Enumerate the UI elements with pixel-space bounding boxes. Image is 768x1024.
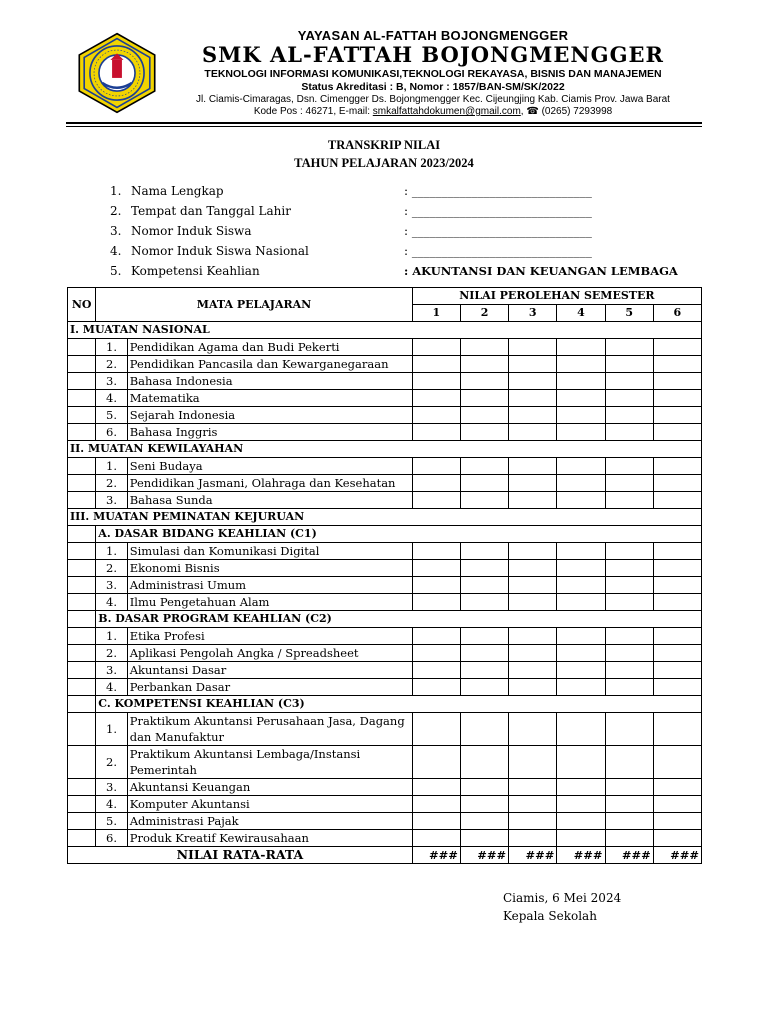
- grade-cell[interactable]: [412, 628, 460, 645]
- average-label: NILAI RATA-RATA: [68, 847, 413, 864]
- grade-cell[interactable]: [557, 796, 605, 813]
- section-muatan-nasional-row: [68, 322, 702, 339]
- empty-no-cell: [68, 356, 96, 373]
- empty-no-cell: [68, 560, 96, 577]
- subject-row: [68, 475, 702, 492]
- empty-no-cell: [68, 796, 96, 813]
- grade-cell[interactable]: [605, 458, 653, 475]
- grade-cell[interactable]: [460, 390, 508, 407]
- subject-name: Seni Budaya: [127, 458, 412, 475]
- grade-cell[interactable]: [653, 458, 701, 475]
- grade-cell[interactable]: [509, 713, 557, 746]
- subject-number: 4.: [96, 390, 127, 407]
- grade-cell[interactable]: [412, 407, 460, 424]
- grade-cell[interactable]: [509, 543, 557, 560]
- grade-cell[interactable]: [557, 645, 605, 662]
- grade-cell[interactable]: [557, 813, 605, 830]
- empty-no-cell: [68, 662, 96, 679]
- grade-cell[interactable]: [509, 407, 557, 424]
- postal-code: Kode Pos : 46271, E-mail:: [253, 106, 373, 117]
- grade-cell[interactable]: [653, 390, 701, 407]
- empty-no-cell: [68, 339, 96, 356]
- identity-number: 1.: [110, 184, 122, 198]
- subsection-dasar-program: B. DASAR PROGRAM KEAHLIAN (C2): [96, 611, 702, 628]
- grade-cell[interactable]: [460, 796, 508, 813]
- subject-row: [68, 796, 702, 813]
- subject-name: Perbankan Dasar: [127, 679, 412, 696]
- subsection-dasar-bidang: A. DASAR BIDANG KEAHLIAN (C1): [96, 526, 702, 543]
- identity-number: 2.: [110, 204, 122, 218]
- subsection-kompetensi: C. KOMPETENSI KEAHLIAN (C3): [96, 696, 702, 713]
- subject-name: Pendidikan Agama dan Budi Pekerti: [127, 339, 412, 356]
- grade-cell[interactable]: [653, 577, 701, 594]
- subject-row: [68, 424, 702, 441]
- subject-row: [68, 628, 702, 645]
- identity-value-field[interactable]: : ______________________________: [404, 244, 592, 258]
- grade-cell[interactable]: [460, 407, 508, 424]
- empty-no-cell: [68, 407, 96, 424]
- subject-row: [68, 458, 702, 475]
- grade-cell[interactable]: [605, 407, 653, 424]
- grade-cell[interactable]: [653, 662, 701, 679]
- grade-cell[interactable]: [412, 560, 460, 577]
- header-semesters: NILAI PEROLEHAN SEMESTER: [412, 288, 701, 305]
- school-contact: [164, 106, 702, 118]
- subject-number: 3.: [96, 373, 127, 390]
- grade-cell[interactable]: [460, 628, 508, 645]
- subject-name: Bahasa Inggris: [127, 424, 412, 441]
- grade-cell[interactable]: [460, 779, 508, 796]
- grade-cell[interactable]: [460, 746, 508, 779]
- header-subject: MATA PELAJARAN: [96, 288, 412, 322]
- grade-cell[interactable]: [412, 492, 460, 509]
- subject-number: 3.: [96, 577, 127, 594]
- grade-cell[interactable]: [605, 390, 653, 407]
- average-value: ###: [509, 847, 557, 864]
- subject-name: Aplikasi Pengolah Angka / Spreadsheet: [127, 645, 412, 662]
- grades-table: [67, 287, 702, 864]
- grade-cell[interactable]: [412, 458, 460, 475]
- grade-cell[interactable]: [557, 339, 605, 356]
- grade-cell[interactable]: [605, 628, 653, 645]
- subject-number: 3.: [96, 779, 127, 796]
- grade-cell[interactable]: [412, 594, 460, 611]
- subject-row: [68, 543, 702, 560]
- grade-cell[interactable]: [653, 594, 701, 611]
- identity-label: Kompetensi Keahlian: [131, 264, 260, 278]
- empty-no-cell: [68, 645, 96, 662]
- grade-cell[interactable]: [460, 594, 508, 611]
- grade-cell[interactable]: [605, 356, 653, 373]
- grade-cell[interactable]: [605, 830, 653, 847]
- grade-cell[interactable]: [605, 543, 653, 560]
- empty-no-cell: [68, 390, 96, 407]
- grade-cell[interactable]: [605, 813, 653, 830]
- subsection-kompetensi-row: [68, 696, 702, 713]
- empty-no-cell: [68, 813, 96, 830]
- document-title: [0, 136, 768, 172]
- grade-cell[interactable]: [605, 339, 653, 356]
- subject-number: 4.: [96, 594, 127, 611]
- title-line-2: TAHUN PELAJARAN 2023/2024: [294, 156, 474, 170]
- grade-cell[interactable]: [509, 356, 557, 373]
- grade-cell[interactable]: [653, 813, 701, 830]
- grade-cell[interactable]: [605, 746, 653, 779]
- section-muatan-peminatan-row: [68, 509, 702, 526]
- identity-value-field[interactable]: : ______________________________: [404, 224, 592, 238]
- empty-no-cell: [68, 543, 96, 560]
- grade-cell[interactable]: [460, 492, 508, 509]
- subject-number: 6.: [96, 424, 127, 441]
- grade-cell[interactable]: [557, 594, 605, 611]
- empty-no-cell: [68, 424, 96, 441]
- subject-row: [68, 594, 702, 611]
- grade-cell[interactable]: [509, 645, 557, 662]
- letterhead-divider-thick: [66, 122, 702, 124]
- grade-cell[interactable]: [509, 458, 557, 475]
- subject-name: Praktikum Akuntansi Lembaga/Instansi Pemerintah: [127, 746, 412, 779]
- subject-number: 4.: [96, 796, 127, 813]
- grade-cell[interactable]: [412, 577, 460, 594]
- average-value: ###: [605, 847, 653, 864]
- grade-cell[interactable]: [653, 628, 701, 645]
- grade-cell[interactable]: [653, 373, 701, 390]
- empty-no-cell: [68, 679, 96, 696]
- grade-cell[interactable]: [653, 713, 701, 746]
- identity-label: Nama Lengkap: [131, 184, 224, 198]
- empty-no-cell: [68, 458, 96, 475]
- grade-cell[interactable]: [412, 339, 460, 356]
- grade-cell[interactable]: [605, 662, 653, 679]
- section-muatan-kewilayahan-row: [68, 441, 702, 458]
- grade-cell[interactable]: [509, 560, 557, 577]
- school-programs: TEKNOLOGI INFORMASI KOMUNIKASI,TEKNOLOGI REKAYASA, BISNIS DAN MANAJEMEN: [204, 68, 662, 80]
- empty-no-cell: [68, 830, 96, 847]
- grade-cell[interactable]: [412, 356, 460, 373]
- empty-no-cell: [68, 696, 96, 713]
- identity-label: Tempat dan Tanggal Lahir: [131, 204, 291, 218]
- subject-number: 1.: [96, 458, 127, 475]
- grades-table-body: [68, 322, 702, 864]
- accreditation-status: Status Akreditasi : B, Nomor : 1857/BAN-SM/SK/2022: [301, 81, 565, 93]
- subject-number: 2.: [96, 475, 127, 492]
- identity-number: 3.: [110, 224, 122, 238]
- grade-cell[interactable]: [509, 475, 557, 492]
- grade-cell[interactable]: [412, 645, 460, 662]
- grade-cell[interactable]: [460, 560, 508, 577]
- grade-cell[interactable]: [412, 373, 460, 390]
- subject-name: Komputer Akuntansi: [127, 796, 412, 813]
- subject-name: Ekonomi Bisnis: [127, 560, 412, 577]
- identity-label: Nomor Induk Siswa Nasional: [131, 244, 309, 258]
- grade-cell[interactable]: [557, 577, 605, 594]
- grade-cell[interactable]: [557, 560, 605, 577]
- subject-row: [68, 577, 702, 594]
- subject-number: 3.: [96, 492, 127, 509]
- grade-cell[interactable]: [605, 713, 653, 746]
- grade-cell[interactable]: [557, 475, 605, 492]
- school-address: Jl. Ciamis-Cimaragas, Dsn. Cimengger Ds. Bojongmengger Kec. Cijeungjing Kab. Ciamis Prov. Jawa Barat: [196, 94, 670, 105]
- subsection-dasar-bidang-row: [68, 526, 702, 543]
- subject-row: [68, 662, 702, 679]
- grade-cell[interactable]: [605, 577, 653, 594]
- grade-cell[interactable]: [653, 424, 701, 441]
- subject-number: 2.: [96, 356, 127, 373]
- subject-row: [68, 407, 702, 424]
- grade-cell[interactable]: [509, 779, 557, 796]
- grade-cell[interactable]: [509, 746, 557, 779]
- identity-value-field[interactable]: : ______________________________: [404, 204, 592, 218]
- grade-cell[interactable]: [412, 662, 460, 679]
- subject-number: 1.: [96, 628, 127, 645]
- grade-cell[interactable]: [460, 679, 508, 696]
- grade-cell[interactable]: [509, 830, 557, 847]
- grade-cell[interactable]: [460, 577, 508, 594]
- school-name: SMK AL-FATTAH BOJONGMENGGER: [202, 42, 664, 67]
- grade-cell[interactable]: [605, 779, 653, 796]
- header-semester-1: 1: [412, 305, 460, 322]
- subject-name: Sejarah Indonesia: [127, 407, 412, 424]
- grade-cell[interactable]: [412, 679, 460, 696]
- grade-cell[interactable]: [412, 746, 460, 779]
- subject-name: Matematika: [127, 390, 412, 407]
- grade-cell[interactable]: [557, 679, 605, 696]
- grade-cell[interactable]: [460, 813, 508, 830]
- subject-name: Etika Profesi: [127, 628, 412, 645]
- grade-cell[interactable]: [460, 356, 508, 373]
- grade-cell[interactable]: [412, 475, 460, 492]
- grade-cell[interactable]: [653, 339, 701, 356]
- subject-name: Praktikum Akuntansi Perusahaan Jasa, Dagang dan Manufaktur: [127, 713, 412, 746]
- letterhead-divider-thin: [66, 126, 702, 127]
- grade-cell[interactable]: [557, 373, 605, 390]
- grade-cell[interactable]: [557, 424, 605, 441]
- grade-cell[interactable]: [509, 373, 557, 390]
- subject-name: Ilmu Pengetahuan Alam: [127, 594, 412, 611]
- grade-cell[interactable]: [412, 424, 460, 441]
- empty-no-cell: [68, 577, 96, 594]
- grade-cell[interactable]: [653, 560, 701, 577]
- grade-cell[interactable]: [605, 645, 653, 662]
- grade-cell[interactable]: [653, 779, 701, 796]
- subject-row: [68, 746, 702, 779]
- grade-cell[interactable]: [460, 713, 508, 746]
- subject-row: [68, 356, 702, 373]
- grade-cell[interactable]: [460, 662, 508, 679]
- average-value: ###: [460, 847, 508, 864]
- grade-cell[interactable]: [460, 645, 508, 662]
- grade-cell[interactable]: [557, 543, 605, 560]
- header-semester-3: 3: [509, 305, 557, 322]
- section-muatan-nasional: I. MUATAN NASIONAL: [68, 322, 702, 339]
- average-value: ###: [412, 847, 460, 864]
- header-semester-5: 5: [605, 305, 653, 322]
- grade-cell[interactable]: [653, 746, 701, 779]
- grade-cell[interactable]: [557, 458, 605, 475]
- subject-number: 5.: [96, 813, 127, 830]
- subject-row: [68, 390, 702, 407]
- grade-cell[interactable]: [509, 796, 557, 813]
- grade-cell[interactable]: [509, 594, 557, 611]
- grade-cell[interactable]: [653, 830, 701, 847]
- empty-no-cell: [68, 628, 96, 645]
- section-muatan-kewilayahan: II. MUATAN KEWILAYAHAN: [68, 441, 702, 458]
- section-muatan-peminatan: III. MUATAN PEMINATAN KEJURUAN: [68, 509, 702, 526]
- grade-cell[interactable]: [653, 543, 701, 560]
- grade-cell[interactable]: [509, 390, 557, 407]
- grade-cell[interactable]: [509, 813, 557, 830]
- grade-cell[interactable]: [605, 492, 653, 509]
- grade-cell[interactable]: [412, 543, 460, 560]
- signature-role: Kepala Sekolah: [503, 909, 597, 923]
- subject-number: 2.: [96, 746, 127, 779]
- subject-name: Pendidikan Jasmani, Olahraga dan Kesehatan: [127, 475, 412, 492]
- subject-number: 2.: [96, 560, 127, 577]
- grade-cell[interactable]: [509, 339, 557, 356]
- grade-cell[interactable]: [605, 475, 653, 492]
- subject-number: 4.: [96, 679, 127, 696]
- grade-cell[interactable]: [412, 390, 460, 407]
- grade-cell[interactable]: [460, 373, 508, 390]
- grade-cell[interactable]: [605, 796, 653, 813]
- subject-number: 1.: [96, 543, 127, 560]
- identity-value-field[interactable]: : ______________________________: [404, 184, 592, 198]
- grade-cell[interactable]: [412, 713, 460, 746]
- subject-name: Akuntansi Keuangan: [127, 779, 412, 796]
- grade-cell[interactable]: [557, 356, 605, 373]
- grade-cell[interactable]: [412, 813, 460, 830]
- grade-cell[interactable]: [412, 779, 460, 796]
- header-semester-6: 6: [653, 305, 701, 322]
- grade-cell[interactable]: [509, 492, 557, 509]
- subject-number: 1.: [96, 339, 127, 356]
- grade-cell[interactable]: [412, 830, 460, 847]
- empty-no-cell: [68, 475, 96, 492]
- identity-number: 4.: [110, 244, 122, 258]
- grade-cell[interactable]: [460, 458, 508, 475]
- subject-row: [68, 373, 702, 390]
- grade-cell[interactable]: [605, 424, 653, 441]
- grade-cell[interactable]: [653, 475, 701, 492]
- subject-row: [68, 813, 702, 830]
- identity-number: 5.: [110, 264, 122, 278]
- grade-cell[interactable]: [653, 356, 701, 373]
- grade-cell[interactable]: [460, 339, 508, 356]
- empty-no-cell: [68, 492, 96, 509]
- competency-value: : AKUNTANSI DAN KEUANGAN LEMBAGA: [404, 264, 678, 278]
- grade-cell[interactable]: [605, 373, 653, 390]
- grade-cell[interactable]: [653, 492, 701, 509]
- email-link[interactable]: smkalfattahdokumen@gmail.com: [372, 106, 521, 117]
- subject-name: Administrasi Umum: [127, 577, 412, 594]
- grade-cell[interactable]: [557, 830, 605, 847]
- empty-no-cell: [68, 746, 96, 779]
- subject-row: [68, 713, 702, 746]
- empty-no-cell: [68, 526, 96, 543]
- grade-cell[interactable]: [460, 475, 508, 492]
- phone-number: , ☎ (0265) 7293998: [520, 106, 613, 117]
- subject-number: 6.: [96, 830, 127, 847]
- grade-cell[interactable]: [509, 628, 557, 645]
- grade-cell[interactable]: [509, 424, 557, 441]
- average-value: ###: [557, 847, 605, 864]
- subject-name: Akuntansi Dasar: [127, 662, 412, 679]
- grade-cell[interactable]: [605, 594, 653, 611]
- subject-name: Simulasi dan Komunikasi Digital: [127, 543, 412, 560]
- grade-cell[interactable]: [653, 645, 701, 662]
- subject-name: Bahasa Sunda: [127, 492, 412, 509]
- subject-row: [68, 560, 702, 577]
- empty-no-cell: [68, 779, 96, 796]
- header-no: NO: [68, 288, 96, 322]
- grade-cell[interactable]: [557, 407, 605, 424]
- grade-cell[interactable]: [605, 560, 653, 577]
- grade-cell[interactable]: [653, 407, 701, 424]
- grade-cell[interactable]: [557, 713, 605, 746]
- identity-label: Nomor Induk Siswa: [131, 224, 252, 238]
- header-semester-2: 2: [460, 305, 508, 322]
- header-semester-4: 4: [557, 305, 605, 322]
- grade-cell[interactable]: [605, 679, 653, 696]
- subject-row: [68, 830, 702, 847]
- subject-row: [68, 779, 702, 796]
- subject-number: 3.: [96, 662, 127, 679]
- grade-cell[interactable]: [509, 577, 557, 594]
- grade-cell[interactable]: [460, 830, 508, 847]
- subject-number: 1.: [96, 713, 127, 746]
- empty-no-cell: [68, 611, 96, 628]
- subject-number: 2.: [96, 645, 127, 662]
- grade-cell[interactable]: [509, 679, 557, 696]
- empty-no-cell: [68, 713, 96, 746]
- letterhead: [66, 24, 702, 122]
- grade-cell[interactable]: [557, 492, 605, 509]
- grade-cell[interactable]: [557, 779, 605, 796]
- grade-cell[interactable]: [412, 796, 460, 813]
- subsection-dasar-program-row: [68, 611, 702, 628]
- grade-cell[interactable]: [557, 628, 605, 645]
- title-line-1: TRANSKRIP NILAI: [327, 138, 441, 152]
- grade-cell[interactable]: [653, 679, 701, 696]
- signature-place-date: Ciamis, 6 Mei 2024: [503, 891, 622, 905]
- grade-cell[interactable]: [509, 662, 557, 679]
- subject-number: 5.: [96, 407, 127, 424]
- school-logo-icon: [76, 32, 158, 114]
- subject-name: Administrasi Pajak: [127, 813, 412, 830]
- grade-cell[interactable]: [557, 746, 605, 779]
- empty-no-cell: [68, 373, 96, 390]
- grade-cell[interactable]: [460, 424, 508, 441]
- grade-cell[interactable]: [557, 662, 605, 679]
- grade-cell[interactable]: [653, 796, 701, 813]
- signature-block: [503, 889, 621, 925]
- subject-row: [68, 645, 702, 662]
- subject-name: Pendidikan Pancasila dan Kewarganegaraan: [127, 356, 412, 373]
- empty-no-cell: [68, 594, 96, 611]
- grade-cell[interactable]: [460, 543, 508, 560]
- subject-row: [68, 492, 702, 509]
- subject-name: Bahasa Indonesia: [127, 373, 412, 390]
- average-value: ###: [653, 847, 701, 864]
- foundation-name: YAYASAN AL-FATTAH BOJONGMENGGER: [297, 28, 569, 43]
- subject-row: [68, 679, 702, 696]
- grade-cell[interactable]: [557, 390, 605, 407]
- subject-name: Produk Kreatif Kewirausahaan: [127, 830, 412, 847]
- subject-row: [68, 339, 702, 356]
- average-row: [68, 847, 702, 864]
